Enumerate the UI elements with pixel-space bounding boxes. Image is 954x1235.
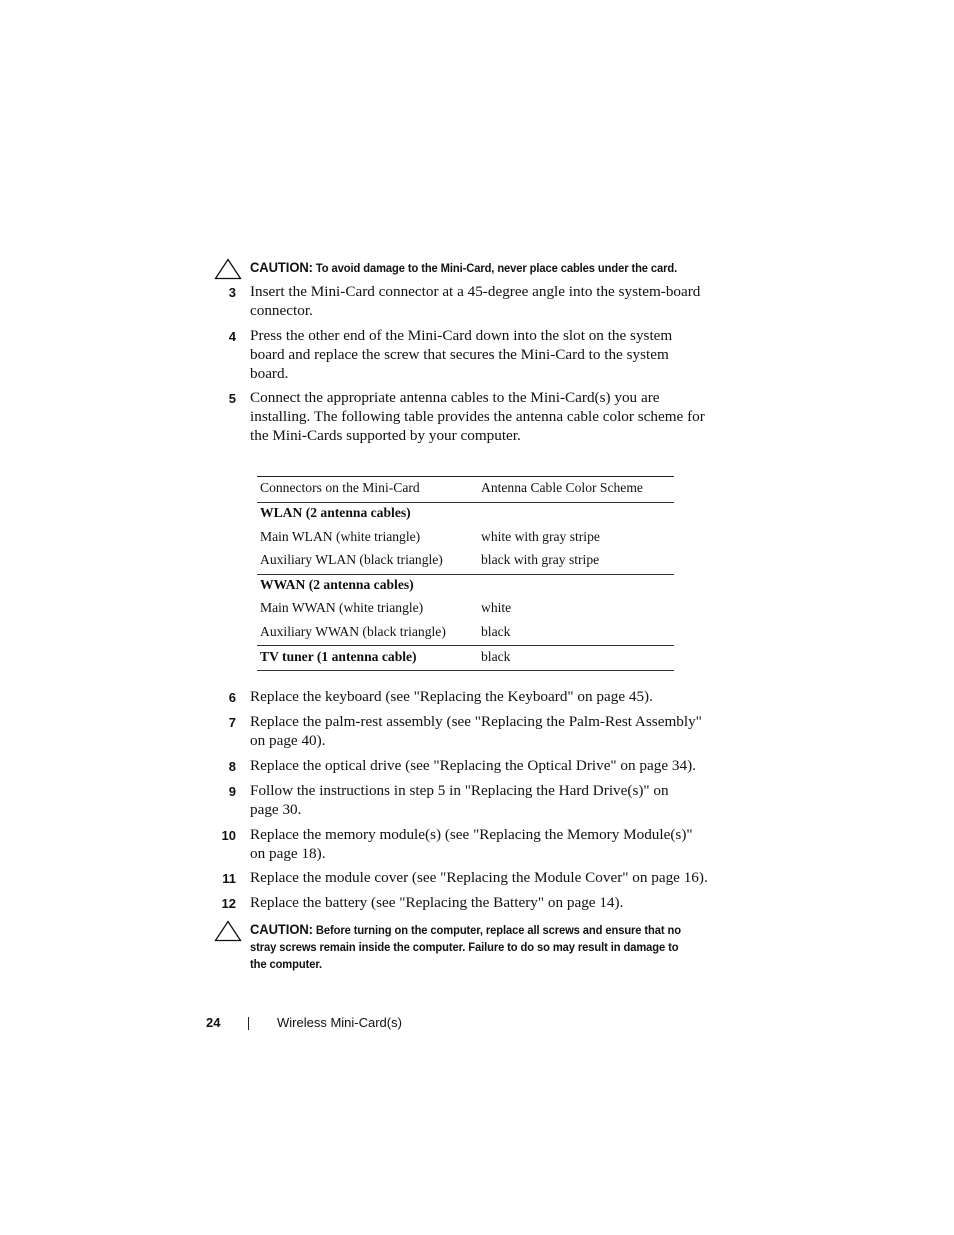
step-number: 4 [228, 329, 236, 344]
caution-label: CAUTION: [250, 259, 313, 275]
table-header-color-scheme: Antenna Cable Color Scheme [481, 480, 643, 495]
table-group-rule [257, 574, 674, 575]
table-top-rule [257, 476, 674, 477]
table-cell: Main WWAN (white triangle) [260, 600, 424, 615]
step-line: Replace the optical drive (see "Replacing the Optical Drive" on page 34). [250, 757, 696, 774]
table-cell: black [481, 624, 511, 639]
caution-message-line: the computer. [250, 957, 322, 971]
step-number: 5 [228, 391, 236, 406]
step-line: Press the other end of the Mini-Card down into the slot on the system [250, 327, 673, 344]
page-footer [0, 1015, 954, 1035]
step-text [250, 389, 720, 445]
step-number: 7 [228, 715, 236, 730]
table-cell: black with gray stripe [481, 552, 600, 567]
step-line: Replace the memory module(s) (see "Replacing the Memory Module(s)" [250, 826, 693, 843]
table-group-title-wwan: WWAN (2 antenna cables) [260, 577, 414, 592]
step-text [250, 894, 720, 913]
caution-notice-bottom [214, 920, 720, 973]
caution-text [250, 920, 687, 973]
caution-notice-top [214, 258, 720, 277]
step-line: Insert the Mini-Card connector at a 45-degree angle into the system-board [250, 283, 701, 300]
table-cell: Auxiliary WWAN (black triangle) [260, 624, 446, 639]
step-number: 12 [221, 896, 236, 911]
step-line: Replace the keyboard (see "Replacing the Keyboard" on page 45). [250, 688, 653, 705]
step-line: Connect the appropriate antenna cables to the Mini-Card(s) you are [250, 389, 660, 406]
step-text [250, 283, 720, 321]
step-line: Replace the module cover (see "Replacing the Module Cover" on page 16). [250, 869, 708, 886]
table-cell: white [481, 600, 512, 615]
caution-message-line: stray screws remain inside the computer. Failure to do so may result in damage to [250, 940, 679, 954]
table-bottom-rule [257, 670, 674, 671]
step-line: on page 18). [250, 844, 326, 862]
step-line: connector. [250, 301, 313, 319]
step-line: board. [250, 364, 289, 382]
step-number: 10 [221, 828, 236, 843]
step-line: Follow the instructions in step 5 in "Replacing the Hard Drive(s)" on [250, 782, 669, 799]
step-number: 11 [222, 871, 236, 886]
caution-triangle-icon [214, 258, 242, 280]
step-line: on page 40). [250, 731, 326, 749]
step-number: 6 [228, 690, 236, 705]
table-group-title-tv-tuner: TV tuner (1 antenna cable) [260, 649, 417, 664]
table-cell: black [481, 649, 511, 664]
caution-text [250, 258, 687, 277]
footer-section-title: Wireless Mini-Card(s) [277, 1015, 402, 1030]
step-text [250, 327, 720, 383]
step-number: 3 [228, 285, 236, 300]
step-text [250, 782, 720, 820]
step-text [250, 869, 720, 888]
table-cell: white with gray stripe [481, 529, 600, 544]
step-line: Replace the palm-rest assembly (see "Replacing the Palm-Rest Assembly" [250, 713, 702, 730]
table-group-rule [257, 645, 674, 646]
step-text [250, 826, 720, 864]
caution-label: CAUTION: [250, 921, 313, 937]
caution-message: To avoid damage to the Mini-Card, never place cables under the card. [315, 261, 678, 275]
page-number: 24 [206, 1015, 221, 1030]
step-line: page 30. [250, 800, 302, 818]
step-number: 8 [228, 759, 236, 774]
step-line: the Mini-Cards supported by your computer. [250, 426, 521, 444]
step-line: installing. The following table provides the antenna cable color scheme for [250, 407, 705, 425]
step-text [250, 713, 720, 751]
step-text [250, 757, 720, 776]
caution-message-line: Before turning on the computer, replace all screws and ensure that no [315, 923, 681, 937]
step-line: Replace the battery (see "Replacing the Battery" on page 14). [250, 894, 624, 911]
step-text [250, 688, 720, 707]
table-cell: Main WLAN (white triangle) [260, 529, 421, 544]
caution-triangle-icon [214, 920, 242, 942]
table-header-rule [257, 502, 674, 503]
step-line: board and replace the screw that secures the Mini-Card to the system [250, 345, 669, 363]
step-number: 9 [228, 784, 236, 799]
table-cell: Auxiliary WLAN (black triangle) [260, 552, 443, 567]
table-group-title-wlan: WLAN (2 antenna cables) [260, 505, 411, 520]
table-header-connectors: Connectors on the Mini-Card [260, 480, 420, 495]
footer-divider [248, 1017, 249, 1030]
